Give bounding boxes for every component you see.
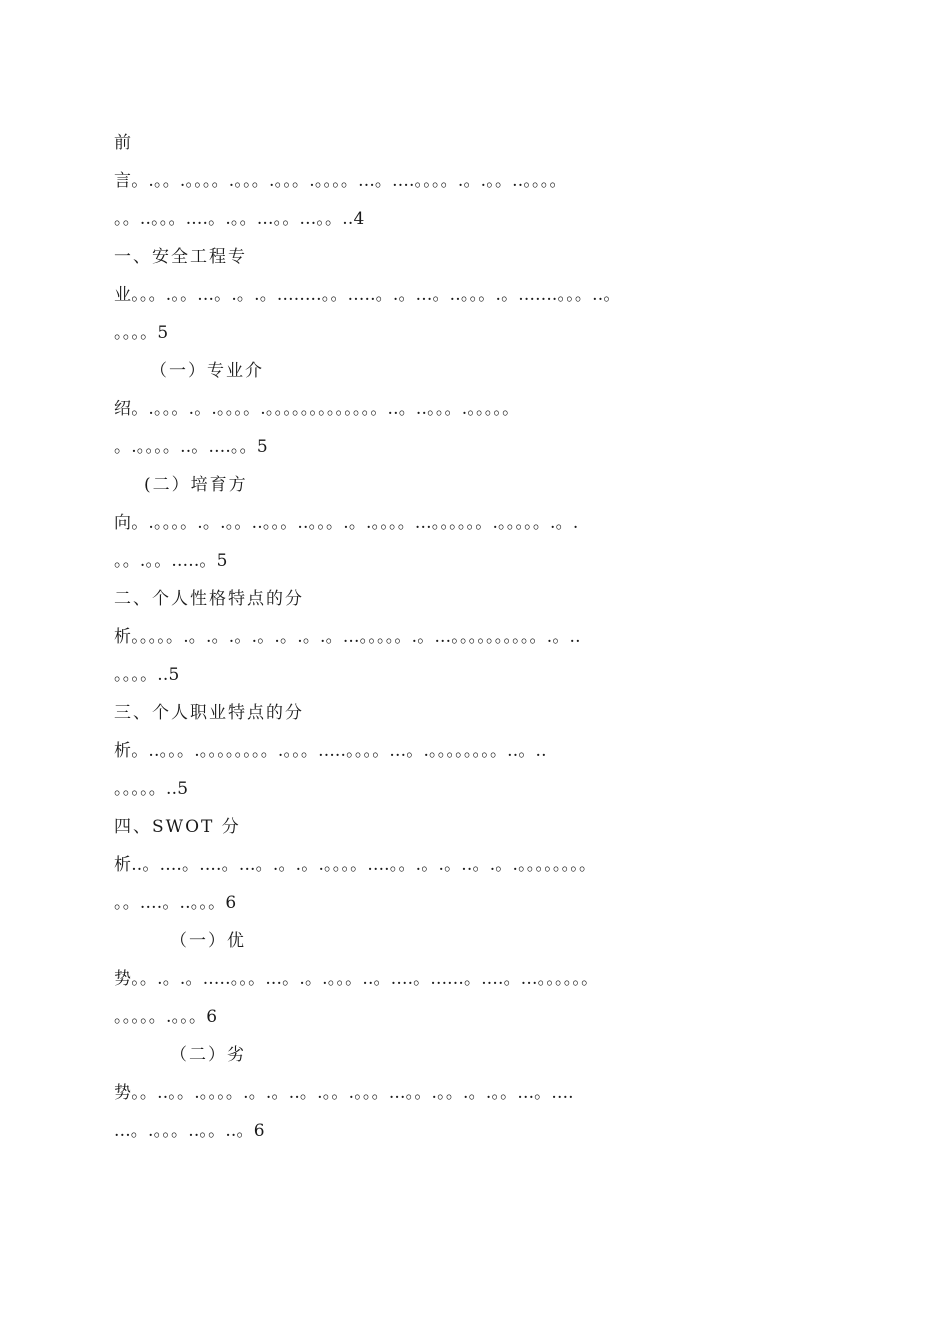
toc-leader-dots: 。。..。。。....。.。。...。。...。。.. — [114, 209, 354, 229]
toc-page-number: 5 — [177, 779, 189, 799]
toc-page-number: 5 — [256, 437, 268, 457]
toc-entry-title: 二、个人性格特点的分 — [114, 589, 304, 609]
toc-entry-section-2[interactable] — [114, 580, 844, 694]
toc-entry-title: (二）培育方 — [144, 475, 248, 495]
toc-leader-line: 势。。..。。.。。。。.。.。..。.。。.。。。...。。.。。.。.。。...。.... — [114, 1083, 574, 1103]
toc-leader-line: 业。。。.。。...。.。.。........。。.....。.。...。..。。。.。.......。。。..。 — [114, 285, 621, 305]
table-of-contents — [114, 124, 844, 1150]
toc-entry-section-1-2[interactable] — [114, 466, 844, 580]
toc-entry-title: （一）优 — [170, 931, 246, 951]
toc-leader-line-end — [114, 1112, 844, 1150]
toc-entry-section-1-1[interactable] — [114, 352, 844, 466]
toc-page-number: 4 — [353, 209, 365, 229]
toc-leader-line: 析。..。。。.。。。。。。。。.。。。.....。。。。...。.。。。。。。。。..。.. — [114, 741, 547, 761]
toc-leader-line-end — [114, 200, 844, 238]
toc-entry-section-4-1[interactable] — [114, 922, 844, 1036]
toc-page-number: 6 — [206, 1007, 218, 1027]
toc-entry-title: 前 — [114, 133, 133, 153]
toc-leader-line: 言。.。。.。。。。.。。。.。。。.。。。。...。....。。。。.。.。。..。。。。 — [114, 171, 567, 191]
toc-leader-line: 势。。.。.。.....。。。...。.。.。。。..。....。......。....。...。。。。。。 — [114, 969, 599, 989]
toc-leader-line-end — [114, 656, 844, 694]
toc-leader-dots: ...。.。。。..。。..。 — [114, 1121, 254, 1141]
toc-page-number: 6 — [225, 893, 237, 913]
toc-page-number: 5 — [216, 551, 228, 571]
toc-entry-title: （一）专业介 — [150, 361, 264, 381]
toc-leader-dots: 。。.。。.....。 — [114, 551, 217, 571]
toc-leader-dots: 。。。。 — [114, 323, 158, 343]
toc-leader-line-end — [114, 314, 844, 352]
toc-leader-dots: 。。....。..。。。 — [114, 893, 226, 913]
toc-leader-line: 析..。....。....。...。.。.。.。。。。....。。.。.。..。.。.。。。。。。。。 — [114, 855, 597, 875]
toc-entry-section-4[interactable] — [114, 808, 844, 922]
toc-leader-line-end — [114, 884, 844, 922]
toc-leader-dots: 。。。。.. — [114, 665, 169, 685]
toc-leader-dots: 。.。。。。..。....。。 — [114, 437, 257, 457]
toc-leader-line-end — [114, 998, 844, 1036]
toc-page-number: 6 — [253, 1121, 265, 1141]
toc-leader-dots: 。。。。。.. — [114, 779, 178, 799]
toc-entry-title: 三、个人职业特点的分 — [114, 703, 304, 723]
toc-leader-dots: 。。。。。.。。。 — [114, 1007, 207, 1027]
toc-entry-title: （二）劣 — [170, 1045, 246, 1065]
toc-entry-section-3[interactable] — [114, 694, 844, 808]
toc-entry-section-4-2[interactable] — [114, 1036, 844, 1150]
toc-entry-title: 四、SWOT 分 — [114, 817, 241, 837]
toc-entry-section-1[interactable] — [114, 238, 844, 352]
toc-entry-title: 一、安全工程专 — [114, 247, 247, 267]
toc-page-number: 5 — [168, 665, 180, 685]
toc-leader-line: 向。.。。。。.。.。。..。。。..。。。.。.。。。。...。。。。。。.。。。。。.。. — [114, 513, 579, 533]
toc-leader-line: 绍。.。。。.。.。。。。.。。。。。。。。。。。。。..。..。。。.。。。。。 — [114, 399, 520, 419]
toc-leader-line-end — [114, 542, 844, 580]
toc-entry-preface[interactable] — [114, 124, 844, 238]
toc-page-number: 5 — [157, 323, 169, 343]
toc-leader-line-end — [114, 428, 844, 466]
toc-leader-line-end — [114, 770, 844, 808]
toc-leader-line: 析。。。。。.。.。.。.。.。.。.。...。。。。。.。...。。。。。。。。。。.。.. — [114, 627, 581, 647]
